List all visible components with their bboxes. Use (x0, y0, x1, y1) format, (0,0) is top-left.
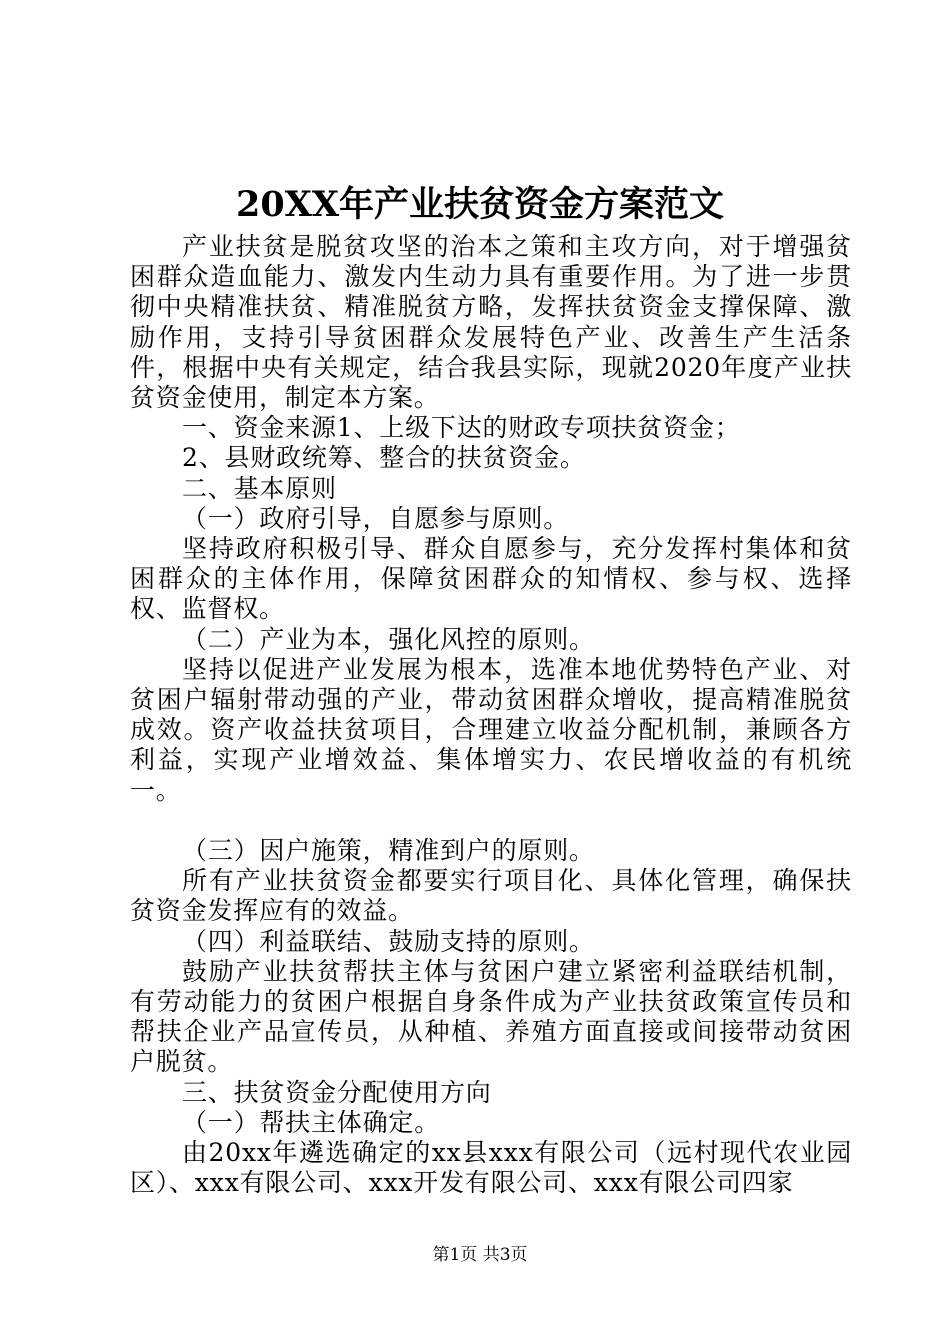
intro-paragraph: 产业扶贫是脱贫攻坚的治本之策和主攻方向，对于增强贫困群众造血能力、激发内生动力具有重要作用。为了进一步贯彻中央精准扶贫、精准脱贫方略，发挥扶贫资金支撑保障、激励作用，支持引导贫困群众发展特色产业、改善生产生活条件，根据中央有关规定，结合我县实际，现就2020年度产业扶贫资金使用，制定本方案。 (130, 232, 852, 413)
section-2-heading: 二、基本原则 (182, 473, 337, 503)
section-3-heading: 三、扶贫资金分配使用方向 (182, 1077, 492, 1107)
page-footer: 第1页 共3页 (432, 1245, 528, 1265)
principle-4-heading: （四）利益联结、鼓励支持的原则。 (182, 926, 595, 956)
subsection-1-paragraph: 由20xx年遴选确定的xx县xxx有限公司（远村现代农业园区）、xxx有限公司、xxx开发有限公司、xxx有限公司四家 (130, 1138, 852, 1198)
blank-line (130, 806, 852, 836)
principle-1-heading: （一）政府引导，自愿参与原则。 (182, 503, 570, 533)
principle-3-heading: （三）因户施策，精准到户的原则。 (182, 836, 595, 866)
subsection-1-heading: （一）帮扶主体确定。 (182, 1107, 441, 1137)
principle-2-paragraph: 坚持以促进产业发展为根本，选准本地优势特色产业、对贫困户辐射带动强的产业，带动贫困群众增收，提高精准脱贫成效。资产收益扶贫项目，合理建立收益分配机制，兼顾各方利益，实现产业增效益、集体增实力、农民增收益的有机统一。 (130, 654, 852, 805)
funding-source-item: 2、县财政统筹、整合的扶贫资金。 (182, 443, 586, 473)
principle-4-paragraph: 鼓励产业扶贫帮扶主体与贫困户建立紧密利益联结机制，有劳动能力的贫困户根据自身条件成为产业扶贫政策宣传员和帮扶企业产品宣传员，从种植、养殖方面直接或间接带动贫困户脱贫。 (130, 956, 852, 1077)
principle-3-paragraph: 所有产业扶贫资金都要实行项目化、具体化管理，确保扶贫资金发挥应有的效益。 (130, 866, 852, 926)
document-body (130, 232, 852, 1198)
section-1-heading: 一、资金来源1、上级下达的财政专项扶贫资金； (182, 413, 741, 443)
principle-2-heading: （二）产业为本，强化风控的原则。 (182, 624, 595, 654)
document-title: 20XX年产业扶贫资金方案范文 (235, 184, 725, 225)
principle-1-paragraph: 坚持政府积极引导、群众自愿参与，充分发挥村集体和贫困群众的主体作用，保障贫困群众的知情权、参与权、选择权、监督权。 (130, 534, 852, 624)
